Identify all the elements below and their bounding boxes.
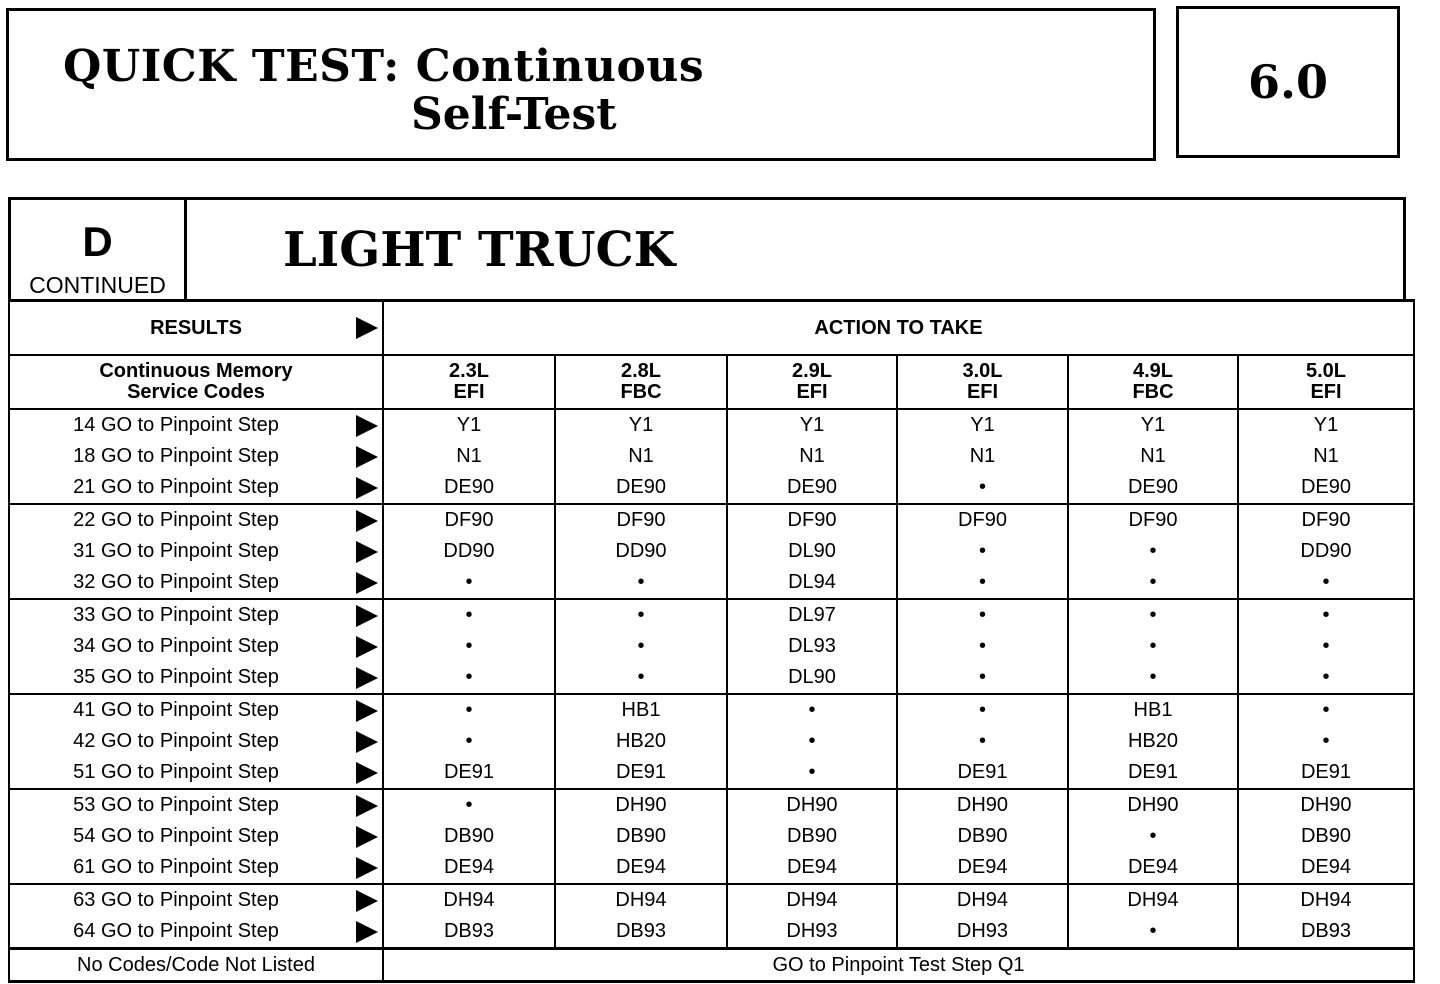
action-cell: N1: [897, 441, 1068, 472]
action-cell: DE90: [1238, 472, 1414, 504]
step-cell: [11, 200, 187, 299]
table-row: [9, 789, 1414, 821]
service-code-cell: [9, 757, 383, 789]
action-cell: •: [1238, 694, 1414, 726]
arrow-right-icon: [356, 541, 378, 563]
service-code-cell: [9, 694, 383, 726]
service-code-cell: [9, 409, 383, 441]
service-code-label: 61 GO to Pinpoint Step: [73, 856, 279, 878]
action-cell: •: [1238, 726, 1414, 757]
step-status: CONTINUED: [29, 272, 166, 298]
action-cell: •: [555, 599, 727, 631]
action-cell: N1: [383, 441, 555, 472]
service-code-cell: [9, 599, 383, 631]
results-label: RESULTS: [150, 316, 242, 339]
action-cell: •: [383, 631, 555, 662]
service-code-label: 64 GO to Pinpoint Step: [73, 920, 279, 942]
action-cell: DB93: [1238, 916, 1414, 949]
action-cell: •: [897, 599, 1068, 631]
engine-header-3: [897, 355, 1068, 409]
action-cell: DE94: [555, 852, 727, 884]
arrow-right-icon: [356, 317, 378, 339]
arrow-right-icon: [356, 762, 378, 784]
arrow-right-icon: [356, 731, 378, 753]
service-code-label: 33 GO to Pinpoint Step: [73, 604, 279, 626]
table-header-row: [9, 301, 1414, 356]
service-code-cell: [9, 821, 383, 852]
action-cell: •: [1068, 536, 1238, 567]
service-code-label: 21 GO to Pinpoint Step: [73, 476, 279, 498]
section-number: 6.0: [1176, 6, 1400, 158]
action-cell: DF90: [383, 504, 555, 536]
action-cell: •: [383, 726, 555, 757]
action-cell: HB20: [555, 726, 727, 757]
action-cell: •: [383, 789, 555, 821]
arrow-right-icon: [356, 572, 378, 594]
engine-type: EFI: [796, 381, 828, 403]
engine-header-0: [383, 355, 555, 409]
service-code-table: [8, 299, 1415, 983]
arrow-right-icon: [356, 636, 378, 658]
action-cell: DH90: [555, 789, 727, 821]
action-cell: DH94: [555, 884, 727, 916]
action-cell: •: [727, 757, 897, 789]
service-code-cell: [9, 631, 383, 662]
action-cell: DE91: [555, 757, 727, 789]
action-cell: •: [1238, 567, 1414, 599]
action-cell: N1: [555, 441, 727, 472]
service-code-label: 41 GO to Pinpoint Step: [73, 699, 279, 721]
action-cell: DB93: [383, 916, 555, 949]
action-cell: DE90: [727, 472, 897, 504]
action-cell: •: [1238, 662, 1414, 694]
action-cell: •: [383, 567, 555, 599]
no-codes-label: No Codes/Code Not Listed: [9, 949, 383, 982]
action-cell: DB93: [555, 916, 727, 949]
action-cell: DL94: [727, 567, 897, 599]
table-row: [9, 821, 1414, 852]
action-cell: DF90: [555, 504, 727, 536]
action-cell: DE94: [1068, 852, 1238, 884]
engine-type: EFI: [966, 381, 999, 403]
table-row: [9, 631, 1414, 662]
engine-size: 2.8L: [620, 360, 662, 382]
table-row: [9, 916, 1414, 949]
action-cell: •: [897, 694, 1068, 726]
action-cell: •: [727, 694, 897, 726]
action-cell: DL90: [727, 536, 897, 567]
arrow-right-icon: [356, 415, 378, 437]
step-panel: [8, 197, 1406, 299]
action-cell: DH93: [727, 916, 897, 949]
codes-header-line2: Service Codes: [127, 381, 265, 403]
action-cell: Y1: [897, 409, 1068, 441]
action-cell: •: [383, 694, 555, 726]
table-row: [9, 726, 1414, 757]
arrow-right-icon: [356, 700, 378, 722]
codes-header: [9, 355, 383, 409]
table-row: [9, 504, 1414, 536]
service-code-label: 42 GO to Pinpoint Step: [73, 730, 279, 752]
engine-header-5: [1238, 355, 1414, 409]
table-row: [9, 694, 1414, 726]
table-row: [9, 662, 1414, 694]
engine-header-4: [1068, 355, 1238, 409]
page-title-line1: QUICK TEST: Continuous: [63, 41, 705, 92]
action-cell: Y1: [1068, 409, 1238, 441]
footer-row: [9, 949, 1414, 982]
action-cell: DB90: [727, 821, 897, 852]
engine-type: FBC: [620, 381, 662, 403]
arrow-right-icon: [356, 857, 378, 879]
action-cell: •: [383, 662, 555, 694]
action-cell: HB1: [1068, 694, 1238, 726]
arrow-right-icon: [356, 477, 378, 499]
page-title-line2: Self-Test: [411, 89, 617, 140]
service-code-label: 53 GO to Pinpoint Step: [73, 794, 279, 816]
action-cell: DD90: [383, 536, 555, 567]
action-cell: DE94: [727, 852, 897, 884]
action-cell: Y1: [383, 409, 555, 441]
action-cell: DH90: [1238, 789, 1414, 821]
action-cell: DB90: [1238, 821, 1414, 852]
action-cell: DH94: [897, 884, 1068, 916]
service-code-label: 14 GO to Pinpoint Step: [73, 414, 279, 436]
action-cell: HB1: [555, 694, 727, 726]
service-code-cell: [9, 884, 383, 916]
action-cell: DH94: [1238, 884, 1414, 916]
arrow-right-icon: [356, 795, 378, 817]
arrow-right-icon: [356, 890, 378, 912]
action-cell: DL90: [727, 662, 897, 694]
arrow-right-icon: [356, 510, 378, 532]
action-cell: •: [555, 631, 727, 662]
action-cell: •: [383, 599, 555, 631]
action-cell: DL93: [727, 631, 897, 662]
action-cell: DB90: [897, 821, 1068, 852]
action-cell: DE91: [1068, 757, 1238, 789]
action-cell: DD90: [1238, 536, 1414, 567]
service-code-label: 35 GO to Pinpoint Step: [73, 666, 279, 688]
action-cell: DH94: [383, 884, 555, 916]
table-row: [9, 409, 1414, 441]
action-cell: DB90: [555, 821, 727, 852]
table-row: [9, 599, 1414, 631]
action-cell: •: [1068, 662, 1238, 694]
table-row: [9, 567, 1414, 599]
service-code-label: 32 GO to Pinpoint Step: [73, 571, 279, 593]
engine-size: 4.9L: [1132, 360, 1174, 382]
action-cell: •: [897, 536, 1068, 567]
action-cell: Y1: [727, 409, 897, 441]
action-cell: •: [727, 726, 897, 757]
action-cell: DH94: [727, 884, 897, 916]
action-cell: •: [1238, 599, 1414, 631]
action-cell: N1: [1068, 441, 1238, 472]
action-cell: DF90: [1068, 504, 1238, 536]
no-codes-action: GO to Pinpoint Test Step Q1: [383, 949, 1414, 982]
action-cell: DL97: [727, 599, 897, 631]
action-cell: N1: [1238, 441, 1414, 472]
title-box: [6, 8, 1156, 161]
arrow-right-icon: [356, 446, 378, 468]
table-row: [9, 884, 1414, 916]
service-code-label: 22 GO to Pinpoint Step: [73, 509, 279, 531]
action-cell: DH94: [1068, 884, 1238, 916]
engine-size: 5.0L: [1305, 360, 1347, 382]
action-cell: DB90: [383, 821, 555, 852]
service-code-cell: [9, 852, 383, 884]
action-header: ACTION TO TAKE: [383, 301, 1414, 356]
table-row: [9, 536, 1414, 567]
action-cell: DE91: [1238, 757, 1414, 789]
engine-type: EFI: [453, 381, 485, 403]
action-cell: •: [1068, 916, 1238, 949]
engine-size: 2.9L: [791, 360, 833, 382]
engine-size: 2.3L: [448, 360, 490, 382]
engine-header-1: [555, 355, 727, 409]
engine-size: 3.0L: [962, 360, 1003, 382]
action-cell: DE90: [555, 472, 727, 504]
action-cell: •: [897, 662, 1068, 694]
action-cell: DE90: [383, 472, 555, 504]
action-cell: •: [555, 662, 727, 694]
engine-header-row: [9, 355, 1414, 409]
action-cell: •: [897, 726, 1068, 757]
engine-type: FBC: [1132, 381, 1174, 403]
action-cell: HB20: [1068, 726, 1238, 757]
action-cell: DE94: [897, 852, 1068, 884]
action-cell: •: [897, 631, 1068, 662]
action-cell: •: [1068, 599, 1238, 631]
service-code-label: 51 GO to Pinpoint Step: [73, 761, 279, 783]
action-cell: DF90: [1238, 504, 1414, 536]
action-cell: DD90: [555, 536, 727, 567]
action-cell: DF90: [727, 504, 897, 536]
service-code-label: 63 GO to Pinpoint Step: [73, 889, 279, 911]
table-row: [9, 441, 1414, 472]
vehicle-type-title: LIGHT TRUCK: [283, 222, 676, 278]
action-cell: Y1: [555, 409, 727, 441]
action-cell: DE91: [383, 757, 555, 789]
service-code-label: 34 GO to Pinpoint Step: [73, 635, 279, 657]
service-code-cell: [9, 662, 383, 694]
table-row: [9, 757, 1414, 789]
codes-header-line1: Continuous Memory: [99, 360, 293, 382]
service-code-cell: [9, 726, 383, 757]
service-code-cell: [9, 441, 383, 472]
action-cell: DH93: [897, 916, 1068, 949]
action-cell: •: [897, 567, 1068, 599]
engine-header-2: [727, 355, 897, 409]
action-cell: •: [1068, 567, 1238, 599]
action-cell: DE94: [1238, 852, 1414, 884]
action-cell: •: [1068, 821, 1238, 852]
action-cell: DF90: [897, 504, 1068, 536]
action-cell: N1: [727, 441, 897, 472]
arrow-right-icon: [356, 667, 378, 689]
step-letter: D: [82, 218, 113, 265]
service-code-cell: [9, 504, 383, 536]
action-cell: DH90: [727, 789, 897, 821]
service-code-cell: [9, 916, 383, 949]
action-cell: DE94: [383, 852, 555, 884]
action-cell: DE90: [1068, 472, 1238, 504]
action-cell: •: [1238, 631, 1414, 662]
service-code-cell: [9, 567, 383, 599]
service-code-cell: [9, 472, 383, 504]
engine-type: EFI: [1310, 381, 1342, 403]
table-row: [9, 472, 1414, 504]
action-cell: DE91: [897, 757, 1068, 789]
arrow-right-icon: [356, 921, 378, 943]
service-code-cell: [9, 789, 383, 821]
action-cell: DH90: [897, 789, 1068, 821]
table-row: [9, 852, 1414, 884]
action-cell: DH90: [1068, 789, 1238, 821]
action-cell: Y1: [1238, 409, 1414, 441]
service-code-label: 31 GO to Pinpoint Step: [73, 540, 279, 562]
results-header: [9, 301, 383, 356]
action-cell: •: [897, 472, 1068, 504]
service-code-label: 18 GO to Pinpoint Step: [73, 445, 279, 467]
service-code-label: 54 GO to Pinpoint Step: [73, 825, 279, 847]
arrow-right-icon: [356, 605, 378, 627]
service-code-cell: [9, 536, 383, 567]
arrow-right-icon: [356, 826, 378, 848]
action-cell: •: [1068, 631, 1238, 662]
action-cell: •: [555, 567, 727, 599]
